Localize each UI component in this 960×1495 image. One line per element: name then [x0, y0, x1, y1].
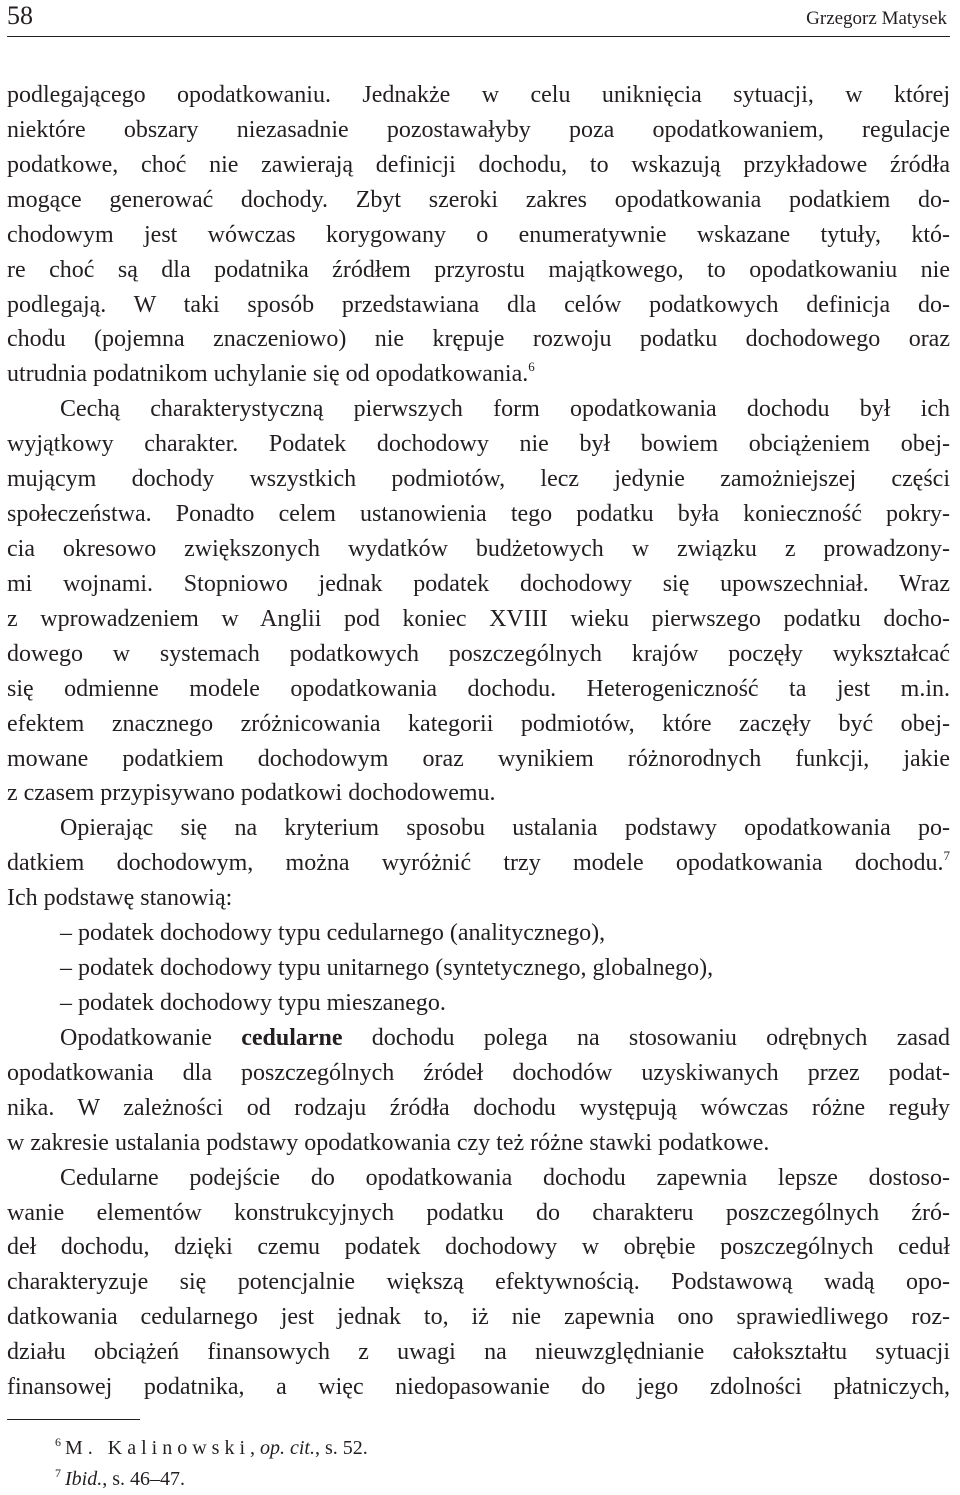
paragraph-first-line — [7, 1021, 950, 1056]
body-text — [7, 78, 950, 1405]
footnote-ref-6[interactable]: 6 — [528, 359, 535, 375]
text-line: w zakresie ustalania podstawy opodatkowania czy też różne stawki podatkowe. — [7, 1129, 770, 1156]
list-item: – podatek dochodowy typu cedularnego (analitycznego), — [60, 920, 606, 947]
footnote-number: 6 — [55, 1435, 61, 1449]
text-line: mogące generować dochody. Zbyt szeroki zakres opodatkowania podatkiem do- — [7, 186, 950, 213]
footnote-text: , s. 52. — [315, 1437, 368, 1459]
text-line — [7, 357, 950, 392]
text-line: dowego w systemach podatkowych poszczególnych krajów poczęły wykształcać — [7, 640, 950, 667]
text-line — [7, 846, 950, 881]
text-line: działu obciążeń finansowych z uwagi na nieuwzględnianie całokształtu sytuacji — [7, 1339, 950, 1366]
footnote-author: M. Kalinowski — [65, 1437, 250, 1459]
page-number: 58 — [7, 1, 33, 30]
text-line: z wprowadzeniem w Anglii pod koniec XVIII wieku pierwszego podatku docho- — [7, 605, 950, 632]
text-line: cia okresowo zwiększonych wydatków budżetowych w związku z prowadzony- — [7, 535, 950, 562]
footnote-text: , — [250, 1437, 260, 1459]
paragraph-first-line: Opierając się na kryterium sposobu ustalania podstawy opodatkowania po- — [60, 815, 950, 842]
text-line: chodowym jest wówczas korygowany o enumeratywnie wskazane tytuły, któ- — [7, 221, 950, 248]
text-line: chodu (pojemna znaczeniowo) nie krępuje rozwoju podatku dochodowego oraz — [7, 326, 950, 353]
paragraph-first-line: Cedularne podejście do opodatkowania dochodu zapewnia lepsze dostoso- — [60, 1164, 950, 1191]
text-line: finansowej podatnika, a więc niedopasowanie do jego zdolności płatniczych, — [7, 1374, 950, 1401]
text-line: podatkowe, choć nie zawierają definicji dochodu, to wskazują przykładowe źródła — [7, 151, 950, 178]
bold-term: cedularne — [241, 1024, 343, 1051]
footnote-7 — [55, 1464, 368, 1495]
text-line: re choć są dla podatnika źródłem przyrostu majątkowego, to opodatkowaniu nie — [7, 256, 950, 283]
text-line: podlegającego opodatkowaniu. Jednakże w celu uniknięcia sytuacji, w której — [7, 82, 950, 108]
text-line: wanie elementów konstrukcyjnych podatku do charakteru poszczególnych źró- — [7, 1199, 950, 1226]
list-item: – podatek dochodowy typu mieszanego. — [60, 989, 446, 1016]
text-line: społeczeństwa. Ponadto celem ustanowienia tego podatku była konieczność pokry- — [7, 501, 950, 528]
text-line: z czasem przypisywano podatkowi dochodowemu. — [7, 780, 496, 807]
footnote-number: 7 — [55, 1466, 61, 1480]
footnote-ref-7[interactable]: 7 — [943, 848, 950, 864]
text-line: mującym dochody wszystkich podmiotów, lecz jedynie zamożniejszej części — [7, 466, 950, 493]
text-line: deł dochodu, dzięki czemu podatek dochodowy w obrębie poszczególnych ceduł — [7, 1234, 950, 1261]
text-line: nika. W zależności od rodzaju źródła dochodu występują wówczas różne reguły — [7, 1094, 950, 1121]
text-line: wyjątkowy charakter. Podatek dochodowy nie był bowiem obciążeniem obej- — [7, 431, 950, 458]
text-span: datkiem dochodowym, można wyróżnić trzy modele opodatkowania dochodu. — [7, 850, 944, 877]
text-line: niektóre obszary niezasadnie pozostawałyby poza opodatkowaniem, regulacje — [7, 116, 950, 143]
paragraph-first-line: Cechą charakterystyczną pierwszych form opodatkowania dochodu był ich — [60, 396, 950, 423]
text-line: mowane podatkiem dochodowym oraz wynikiem różnorodnych funkcji, jakie — [7, 745, 950, 772]
running-head: Grzegorz Matysek — [806, 8, 947, 29]
list-item: – podatek dochodowy typu unitarnego (syntetycznego, globalnego), — [60, 955, 714, 982]
footnote-text: , s. 46–47. — [102, 1468, 186, 1490]
footnote-6 — [55, 1433, 368, 1464]
text-line: Ich podstawę stanowią: — [7, 885, 233, 912]
text-span: utrudnia podatnikom uchylanie się od opodatkowania. — [7, 361, 529, 388]
text-line: efektem znacznego zróżnicowania kategorii podmiotów, które zaczęły być obej- — [7, 710, 950, 737]
text-span: dochodu polega na stosowaniu odrębnych zasad — [342, 1024, 950, 1051]
footnote-italic: Ibid. — [65, 1468, 103, 1490]
text-span: Opodatkowanie — [60, 1024, 242, 1051]
header-rule — [7, 36, 950, 37]
footnotes — [55, 1433, 368, 1495]
text-line: mi wojnami. Stopniowo jednak podatek dochodowy się upowszechniał. Wraz — [7, 570, 950, 597]
footnote-rule — [7, 1419, 140, 1420]
text-line: datkowania cedularnego jest jednak to, iż nie zapewnia ono sprawiedliwego roz- — [7, 1304, 950, 1331]
text-line: podlegają. W taki sposób przedstawiana dla celów podatkowych definicja do- — [7, 291, 950, 318]
text-line: opodatkowania dla poszczególnych źródeł dochodów uzyskiwanych przez podat- — [7, 1059, 950, 1086]
text-line: się odmienne modele opodatkowania dochodu. Heterogeniczność ta jest m.in. — [7, 675, 950, 702]
footnote-italic: op. cit. — [260, 1437, 315, 1459]
text-line: charakteryzuje się potencjalnie większą efektywnością. Podstawową wadą opo- — [7, 1269, 950, 1296]
